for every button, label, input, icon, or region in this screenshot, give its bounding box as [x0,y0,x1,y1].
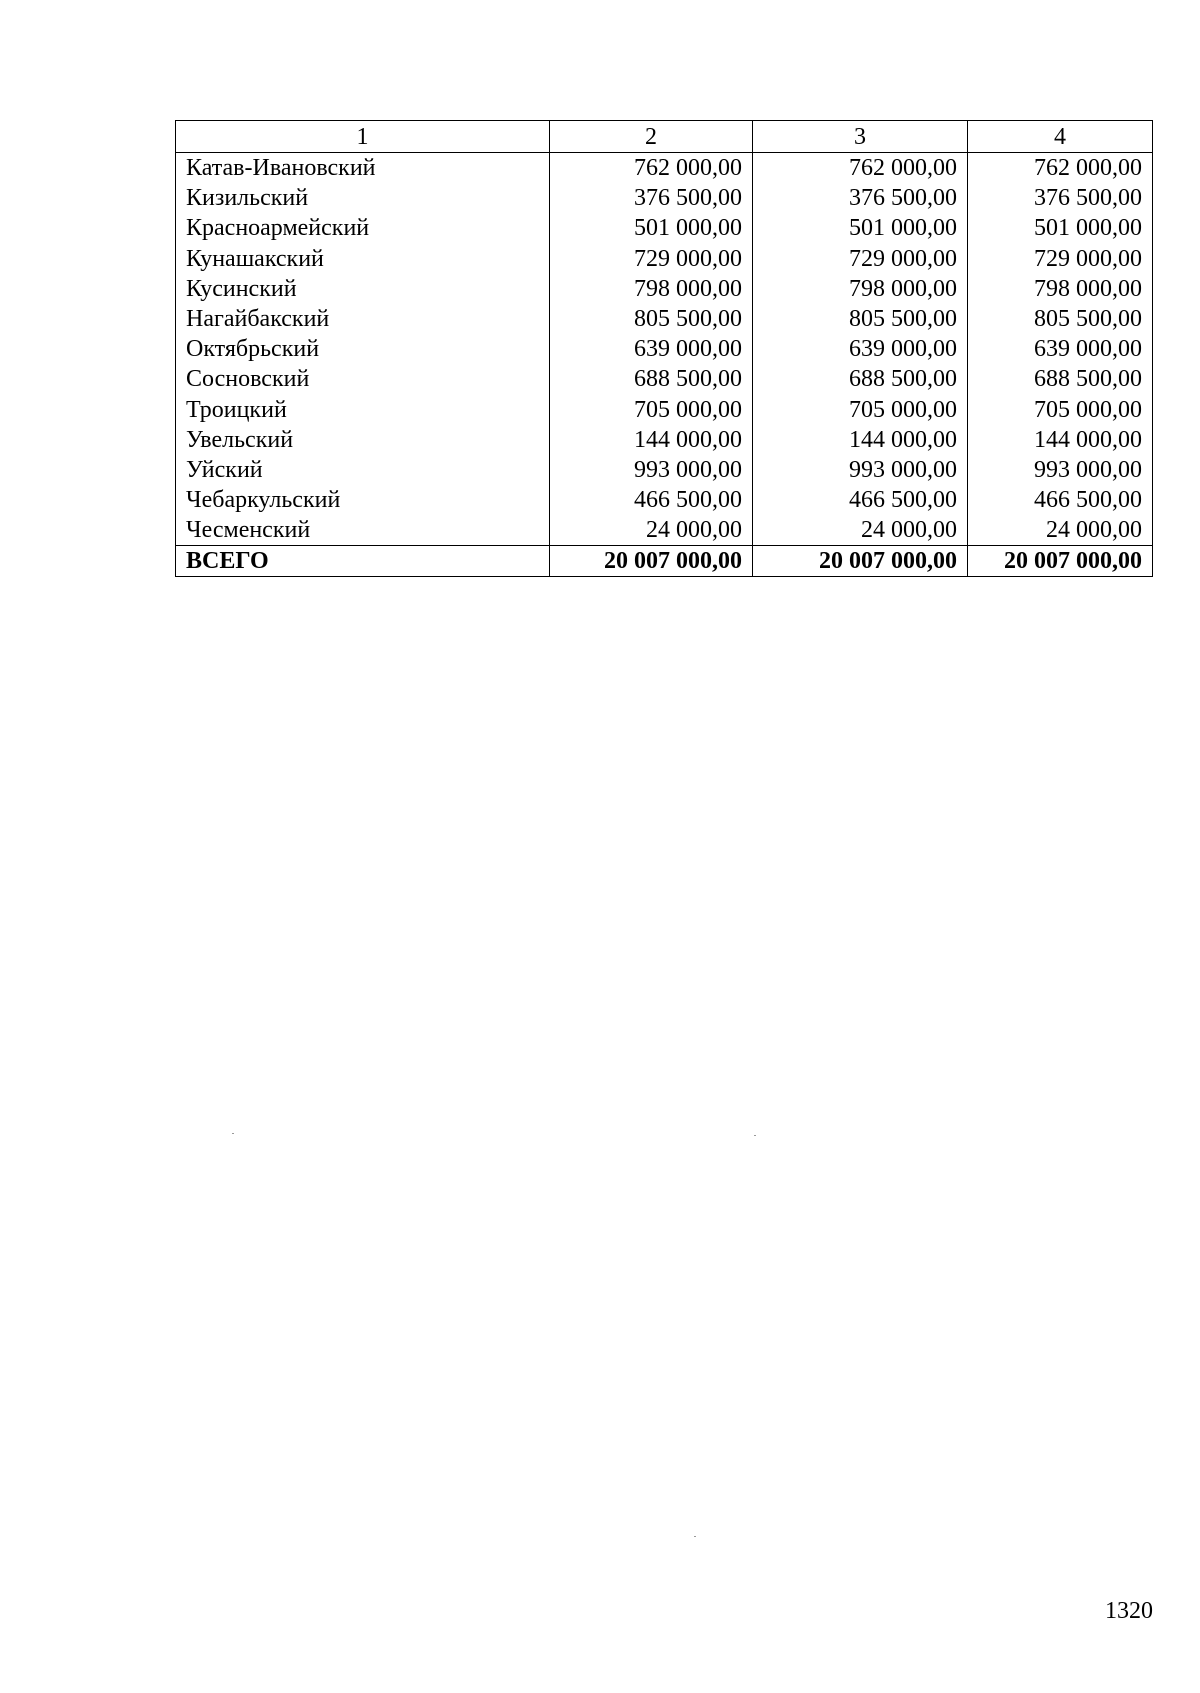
scan-speck [754,1135,756,1136]
amount-col3-cell: 805 500,00 [753,304,968,334]
district-name-cell: Чебаркульский [176,485,550,515]
amount-col4-cell: 729 000,00 [968,244,1153,274]
table-row [176,213,1153,243]
district-name-cell: Кусинский [176,274,550,304]
column-header-4: 4 [968,121,1153,153]
header-row [176,121,1153,153]
district-name-cell: Троицкий [176,395,550,425]
district-name-cell: Уйский [176,455,550,485]
amount-col3-cell: 993 000,00 [753,455,968,485]
amount-col4-cell: 762 000,00 [968,153,1153,184]
column-header-1: 1 [176,121,550,153]
table-row [176,455,1153,485]
district-name-cell: Нагайбакский [176,304,550,334]
amount-col2-cell: 24 000,00 [550,515,753,546]
district-name-cell: Кунашакский [176,244,550,274]
amount-col4-cell: 805 500,00 [968,304,1153,334]
table-row [176,183,1153,213]
amount-col3-cell: 688 500,00 [753,364,968,394]
amount-col2-cell: 705 000,00 [550,395,753,425]
district-name-cell: Увельский [176,425,550,455]
district-name-cell: Красноармейский [176,213,550,243]
amount-col4-cell: 466 500,00 [968,485,1153,515]
amount-col4-cell: 501 000,00 [968,213,1153,243]
amount-col4-cell: 24 000,00 [968,515,1153,546]
amount-col2-cell: 639 000,00 [550,334,753,364]
amount-col3-cell: 729 000,00 [753,244,968,274]
page-number: 1320 [1105,1598,1153,1624]
district-name-cell: Октябрьский [176,334,550,364]
amount-col4-cell: 688 500,00 [968,364,1153,394]
total-col3-cell: 20 007 000,00 [753,546,968,577]
amount-col3-cell: 466 500,00 [753,485,968,515]
total-col2-cell: 20 007 000,00 [550,546,753,577]
amount-col2-cell: 144 000,00 [550,425,753,455]
table-body [176,153,1153,577]
amount-col4-cell: 639 000,00 [968,334,1153,364]
amount-col4-cell: 993 000,00 [968,455,1153,485]
district-name-cell: Сосновский [176,364,550,394]
amount-col3-cell: 762 000,00 [753,153,968,184]
table-row [176,334,1153,364]
table-row [176,395,1153,425]
amount-col3-cell: 705 000,00 [753,395,968,425]
amount-col2-cell: 993 000,00 [550,455,753,485]
column-header-3: 3 [753,121,968,153]
table-row [176,274,1153,304]
total-row [176,546,1153,577]
total-col4-cell: 20 007 000,00 [968,546,1153,577]
allocation-table [175,120,1153,577]
amount-col2-cell: 762 000,00 [550,153,753,184]
amount-col3-cell: 144 000,00 [753,425,968,455]
amount-col2-cell: 376 500,00 [550,183,753,213]
amount-col2-cell: 501 000,00 [550,213,753,243]
table-row [176,364,1153,394]
amount-col2-cell: 729 000,00 [550,244,753,274]
amount-col4-cell: 376 500,00 [968,183,1153,213]
amount-col2-cell: 466 500,00 [550,485,753,515]
amount-col3-cell: 501 000,00 [753,213,968,243]
column-header-2: 2 [550,121,753,153]
district-name-cell: Чесменский [176,515,550,546]
table-row [176,515,1153,546]
scan-speck [694,1536,696,1537]
district-name-cell: Катав-Ивановский [176,153,550,184]
amount-col2-cell: 805 500,00 [550,304,753,334]
amount-col3-cell: 798 000,00 [753,274,968,304]
table-row [176,244,1153,274]
amount-col3-cell: 639 000,00 [753,334,968,364]
scan-speck [232,1133,234,1134]
amount-col2-cell: 798 000,00 [550,274,753,304]
district-name-cell: Кизильский [176,183,550,213]
total-label-cell: ВСЕГО [176,546,550,577]
amount-col4-cell: 798 000,00 [968,274,1153,304]
table-row [176,304,1153,334]
table-header [176,121,1153,153]
amount-col4-cell: 705 000,00 [968,395,1153,425]
table-row [176,485,1153,515]
amount-col2-cell: 688 500,00 [550,364,753,394]
table-row [176,425,1153,455]
table-row [176,153,1153,184]
amount-col3-cell: 24 000,00 [753,515,968,546]
amount-col4-cell: 144 000,00 [968,425,1153,455]
amount-col3-cell: 376 500,00 [753,183,968,213]
